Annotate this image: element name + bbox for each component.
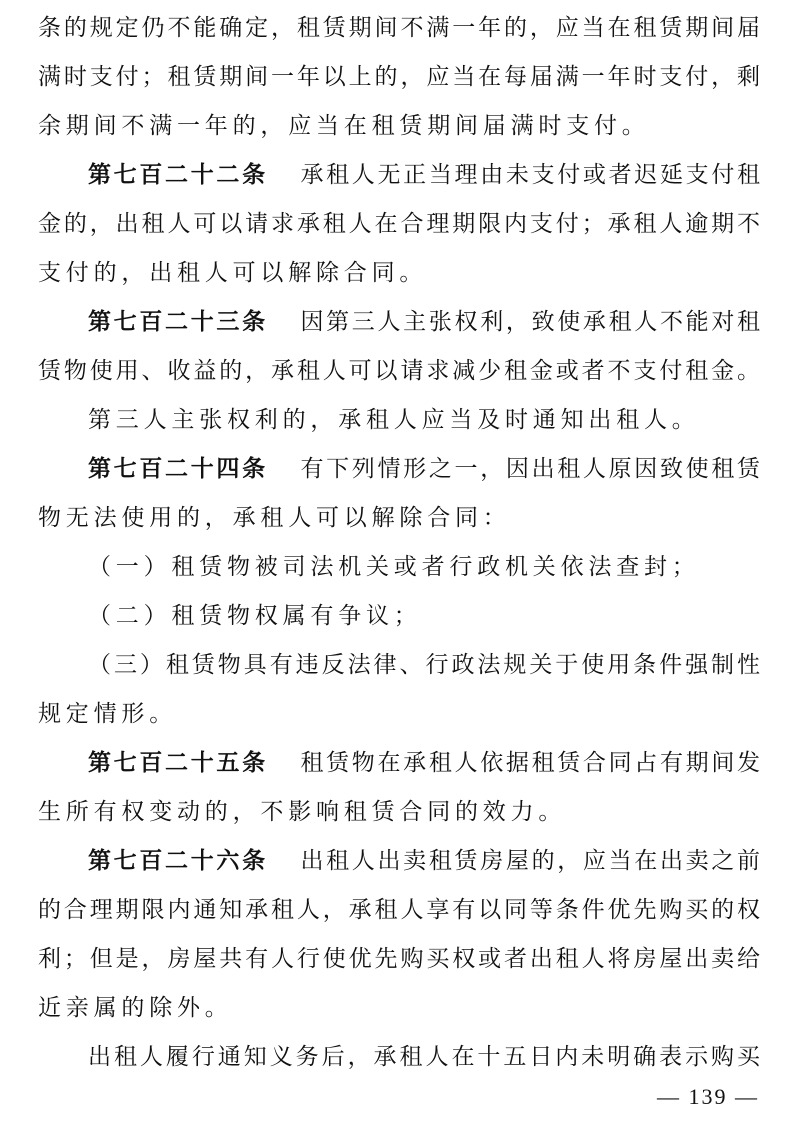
text-line: 赁物使用、收益的，承租人可以请求减少租金或者不支付租金。 — [38, 358, 760, 384]
text-line: 第三人主张权利的，承租人应当及时通知出租人。 — [88, 407, 700, 433]
text-line: 利；但是，房屋共有人行使优先购买权或者出租人将房屋出卖给 — [38, 946, 760, 972]
article-724-paragraph — [88, 449, 760, 489]
article-heading: 第七百二十六条 — [88, 848, 268, 874]
text-line: 的合理期限内通知承租人，承租人享有以同等条件优先购买的权 — [38, 897, 760, 923]
text-segment: 出租人出卖租赁房屋的，应当在出卖之前 — [297, 848, 761, 874]
text-line: 条的规定仍不能确定，租赁期间不满一年的，应当在租赁期间届 — [38, 15, 760, 41]
text-line: 规定情形。 — [38, 701, 177, 727]
text-segment: 租赁物在承租人依据租赁合同占有期间发 — [297, 750, 761, 776]
text-line: 生所有权变动的，不影响租赁合同的效力。 — [38, 799, 567, 825]
article-722-paragraph — [88, 155, 760, 195]
text-segment: 因第三人主张权利，致使承租人不能对租 — [297, 309, 761, 335]
text-line: 余期间不满一年的，应当在租赁期间届满时支付。 — [38, 113, 650, 139]
text-line: 近亲属的除外。 — [38, 995, 233, 1021]
article-heading: 第七百二十五条 — [88, 750, 268, 776]
text-line: 支付的，出租人可以解除合同。 — [38, 260, 428, 286]
article-heading: 第七百二十三条 — [88, 309, 268, 335]
article-726-paragraph — [88, 841, 760, 881]
article-heading: 第七百二十四条 — [88, 456, 268, 482]
page-number: — 139 — — [657, 1084, 759, 1109]
article-725-paragraph — [88, 743, 760, 783]
article-723-paragraph — [88, 302, 760, 342]
text-segment: 承租人无正当理由未支付或者迟延支付租 — [297, 162, 761, 188]
list-item: （三）租赁物具有违反法律、行政法规关于使用条件强制性 — [88, 652, 760, 678]
text-segment: 有下列情形之一，因出租人原因致使租赁 — [297, 456, 761, 482]
text-line: 金的，出租人可以请求承租人在合理期限内支付；承租人逾期不 — [38, 211, 760, 237]
article-heading: 第七百二十二条 — [88, 162, 268, 188]
list-item: （一）租赁物被司法机关或者行政机关依法查封； — [88, 554, 700, 580]
list-item: （二）租赁物权属有争议； — [88, 603, 422, 629]
text-line: 满时支付；租赁期间一年以上的，应当在每届满一年时支付，剩 — [38, 64, 760, 90]
text-line: 物无法使用的，承租人可以解除合同： — [38, 505, 511, 531]
text-line: 出租人履行通知义务后，承租人在十五日内未明确表示购买 — [88, 1044, 760, 1070]
